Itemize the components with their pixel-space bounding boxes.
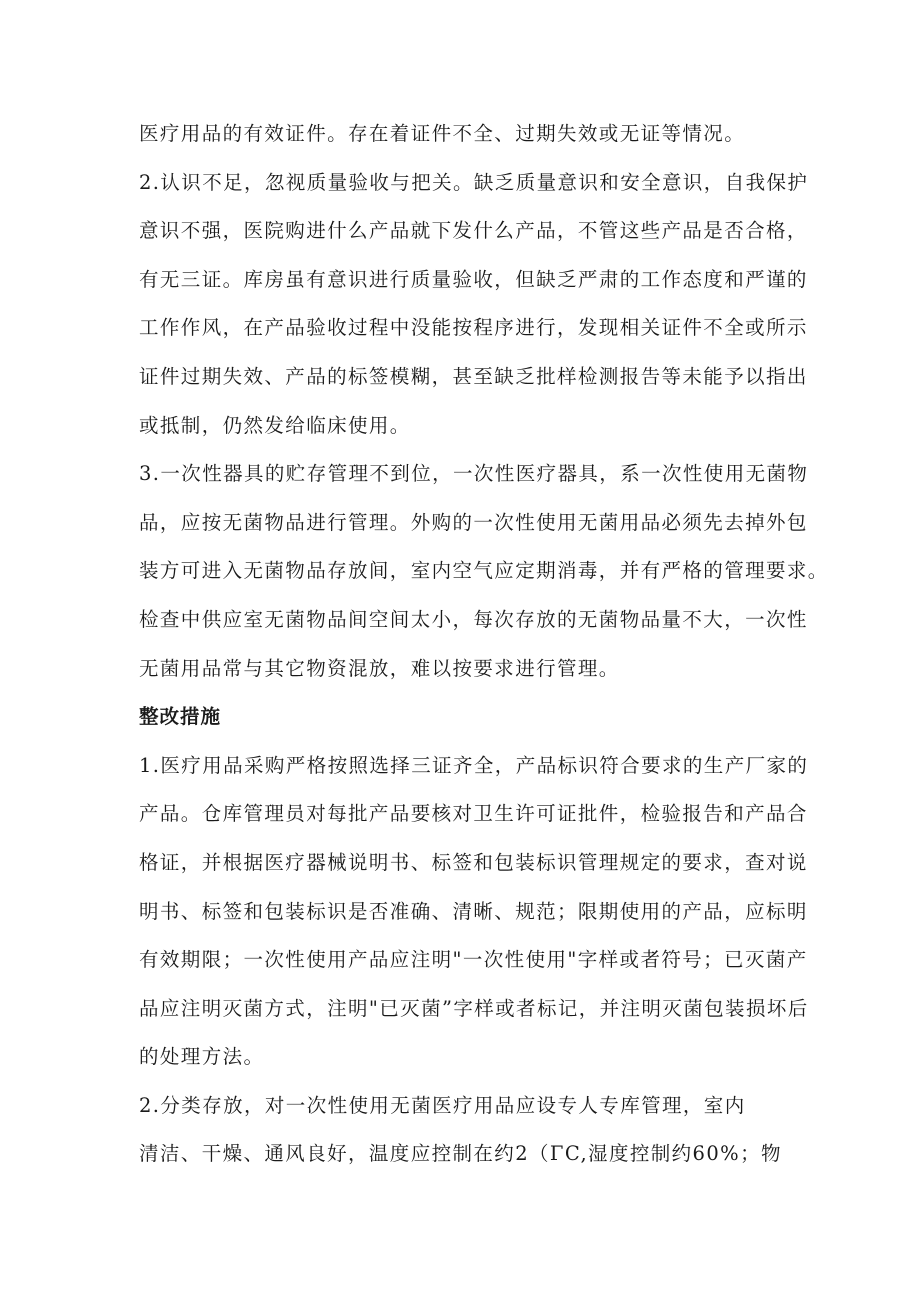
text-line: 产品。仓库管理员对每批产品要核对卫生许可证批件，检验报告和产品合 (139, 802, 808, 826)
text-line: 清洁、干燥、通风良好，温度应控制在约2（ΓC,湿度控制约60%；物 (139, 1142, 782, 1166)
text-line: 工作作风，在产品验收过程中没能按程序进行，发现相关证件不全或所示 (139, 316, 808, 340)
text-line: 装方可进入无菌物品存放间，室内空气应定期消毒，并有严格的管理要求。 (139, 559, 829, 583)
text-line: 格证，并根据医疗器械说明书、标签和包装标识管理规定的要求，查对说 (139, 850, 808, 874)
text-line: 2.认识不足，忽视质量验收与把关。缺乏质量意识和安全意识，自我保护 (139, 170, 809, 194)
text-line: 3.一次性器具的贮存管理不到位，一次性医疗器具，系一次性使用无菌物 (139, 462, 809, 486)
text-line: 无菌用品常与其它物资混放，难以按要求进行管理。 (139, 656, 620, 680)
section-heading: 整改措施 (139, 705, 222, 729)
text-line: 的处理方法。 (139, 1045, 265, 1069)
text-line: 医疗用品的有效证件。存在着证件不全、过期失效或无证等情况。 (139, 122, 746, 145)
text-line: 或抵制，仍然发给临床使用。 (139, 413, 411, 437)
text-line: 有效期限；一次性使用产品应注明"一次性使用"字样或者符号；已灭菌产 (139, 948, 808, 972)
text-line: 证件过期失效、产品的标签模糊，甚至缺乏批样检测报告等未能予以指出 (139, 364, 808, 388)
text-line: 检查中供应室无菌物品间空间太小，每次存放的无菌物品量不大，一次性 (139, 607, 808, 631)
text-line: 品，应按无菌物品进行管理。外购的一次性使用无菌用品必须先去掉外包 (139, 510, 808, 534)
text-line: 有无三证。库房虽有意识进行质量验收，但缺乏严肃的工作态度和严谨的 (139, 267, 808, 291)
document-body (139, 110, 829, 1179)
text-line: 品应注明灭菌方式，注明"已灭菌”字样或者标记，并注明灭菌包装损坏后 (139, 996, 809, 1020)
text-line: 明书、标签和包装标识是否准确、清晰、规范；限期使用的产品，应标明 (139, 899, 808, 923)
text-line: 2.分类存放，对一次性使用无菌医疗用品应设专人专库管理，室内 (139, 1093, 746, 1117)
text-line: 意识不强，医院购进什么产品就下发什么产品，不管这些产品是否合格， (139, 219, 808, 243)
text-line: 1.医疗用品采购严格按照选择三证齐全，产品标识符合要求的生产厂家的 (139, 753, 809, 777)
